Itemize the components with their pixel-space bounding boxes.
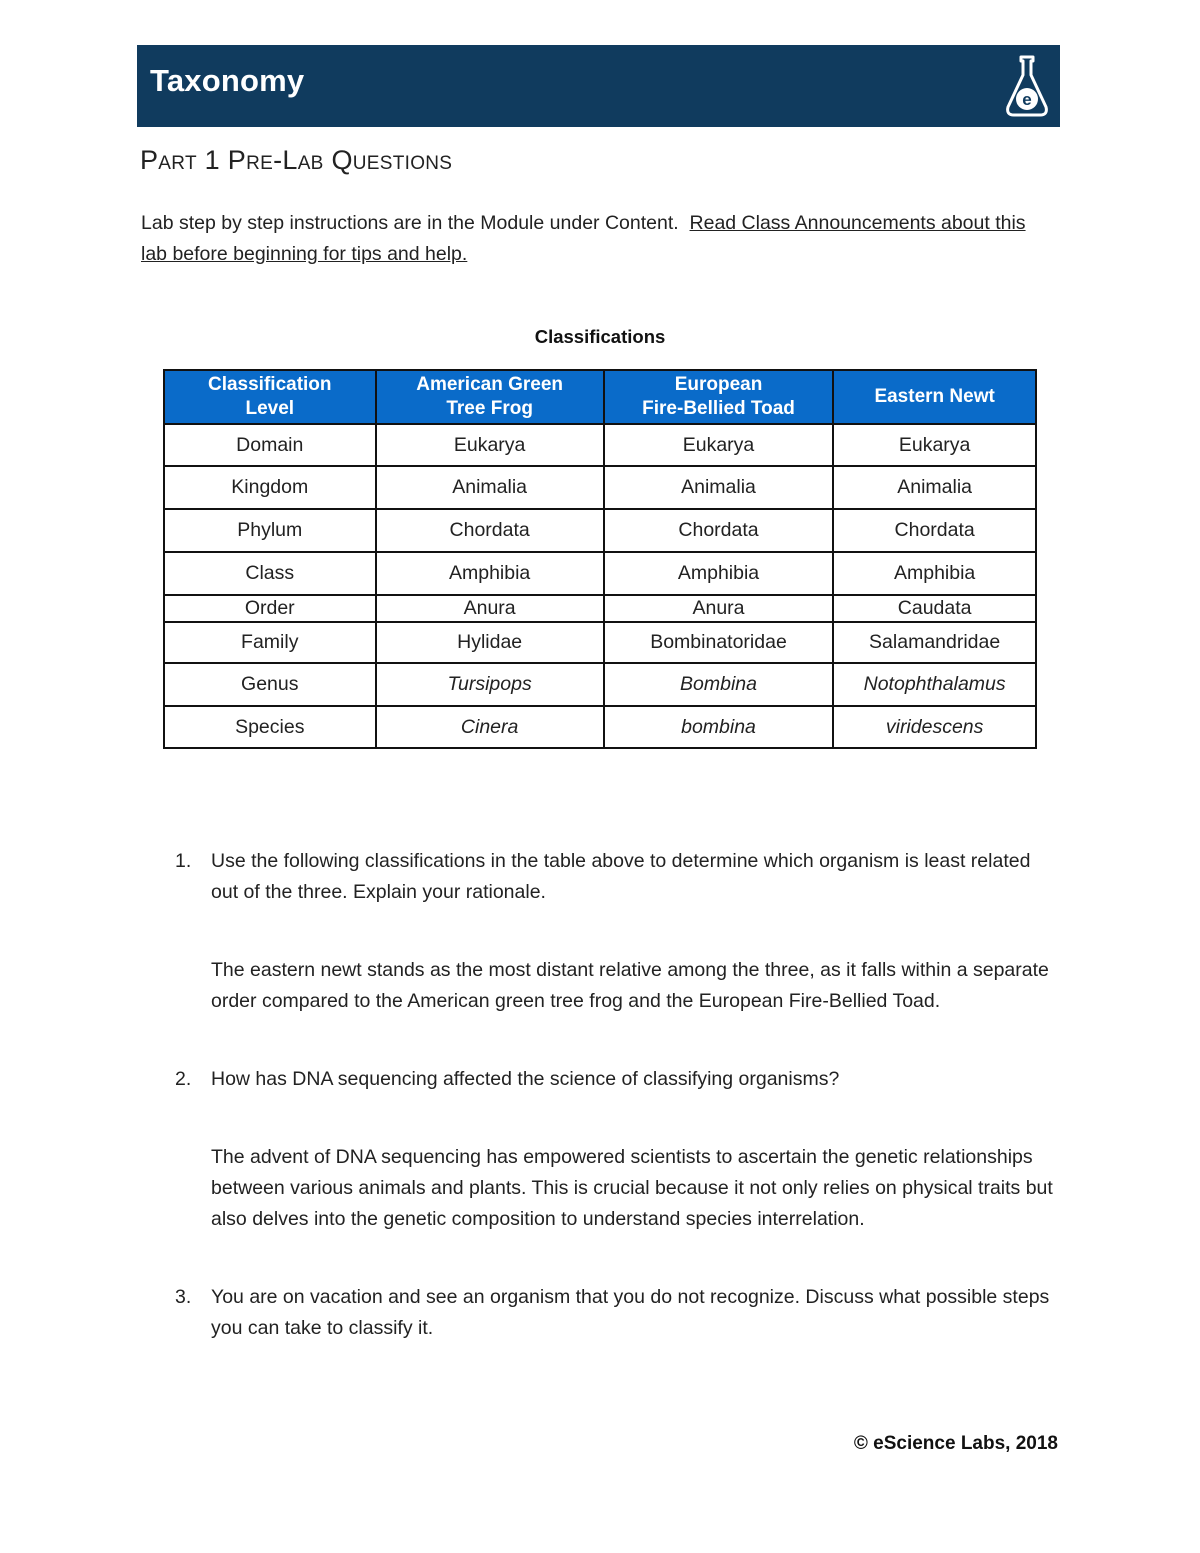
copyright-footer: © eScience Labs, 2018 (853, 1433, 1058, 1454)
question-text: Use the following classifications in the table above to determine which organism is least related out of the three. Explain your rationale. (211, 850, 1031, 903)
cell-level: Genus (164, 663, 376, 706)
question-number: 2. (175, 1068, 192, 1090)
escience-flask-logo-icon (1004, 53, 1050, 119)
cell-level: Phylum (164, 509, 376, 552)
cell-frog: Hylidae (376, 622, 604, 663)
cell-frog: Cinera (376, 706, 604, 748)
part-heading: Part 1 Pre-Lab Questions (140, 145, 453, 175)
cell-newt: Chordata (833, 509, 1036, 552)
cell-level: Kingdom (164, 466, 376, 509)
cell-newt: Notophthalamus (833, 663, 1036, 706)
answer-text: The advent of DNA sequencing has empowered scientists to ascertain the genetic relationships between various animals and plants. This is crucial because it not only relies on physical traits but also delves into the genetic composition to understand species interrelation. (211, 1146, 1053, 1230)
cell-frog: Chordata (376, 509, 604, 552)
cell-frog: Tursipops (376, 663, 604, 706)
cell-toad: Animalia (604, 466, 834, 509)
question-item-3 (175, 1282, 1055, 1344)
cell-frog: Eukarya (376, 424, 604, 466)
cell-newt: Animalia (833, 466, 1036, 509)
svg-text:e: e (1022, 90, 1032, 109)
intro-paragraph (141, 208, 1041, 270)
header-eastern-newt: Eastern Newt (833, 370, 1036, 424)
table-row (164, 552, 1036, 595)
cell-frog: Animalia (376, 466, 604, 509)
cell-level: Family (164, 622, 376, 663)
cell-toad: Bombinatoridae (604, 622, 834, 663)
table-row (164, 466, 1036, 509)
answer-text: The eastern newt stands as the most distant relative among the three, as it falls within a separate order compared to the American green tree frog and the European Fire-Bellied Toad. (211, 959, 1049, 1012)
intro-text: Lab step by step instructions are in the Module under Content. (141, 212, 679, 234)
table-row (164, 663, 1036, 706)
question-text: How has DNA sequencing affected the science of classifying organisms? (211, 1068, 840, 1090)
header-banner (137, 45, 1060, 127)
cell-toad: bombina (604, 706, 834, 748)
header-classification-level: Classification Level (164, 370, 376, 424)
question-item-1 (175, 846, 1055, 1017)
cell-toad: Eukarya (604, 424, 834, 466)
cell-newt: viridescens (833, 706, 1036, 748)
cell-newt: Caudata (833, 595, 1036, 622)
cell-toad: Chordata (604, 509, 834, 552)
table-caption: Classifications (534, 326, 666, 347)
cell-newt: Eukarya (833, 424, 1036, 466)
cell-frog: Amphibia (376, 552, 604, 595)
question-item-2 (175, 1064, 1055, 1235)
table-row (164, 424, 1036, 466)
table-row (164, 622, 1036, 663)
announcements-link[interactable]: Read Class Announcements about this lab before beginning for tips and help. (141, 212, 1026, 265)
table-header-row (164, 370, 1036, 424)
cell-newt: Amphibia (833, 552, 1036, 595)
cell-level: Order (164, 595, 376, 622)
cell-toad: Amphibia (604, 552, 834, 595)
table-row (164, 595, 1036, 622)
classification-table (163, 369, 1037, 749)
cell-frog: Anura (376, 595, 604, 622)
header-american-green-tree-frog: American Green Tree Frog (376, 370, 604, 424)
cell-newt: Salamandridae (833, 622, 1036, 663)
cell-toad: Bombina (604, 663, 834, 706)
header-european-fire-bellied-toad: European Fire-Bellied Toad (604, 370, 834, 424)
cell-level: Class (164, 552, 376, 595)
question-number: 3. (175, 1286, 192, 1308)
page-title: Taxonomy (150, 63, 305, 98)
question-list (175, 846, 1055, 1344)
question-number: 1. (175, 850, 192, 872)
cell-level: Species (164, 706, 376, 748)
cell-level: Domain (164, 424, 376, 466)
table-row (164, 509, 1036, 552)
cell-toad: Anura (604, 595, 834, 622)
question-text: You are on vacation and see an organism that you do not recognize. Discuss what possible steps you can take to classify it. (211, 1286, 1050, 1339)
table-row (164, 706, 1036, 748)
